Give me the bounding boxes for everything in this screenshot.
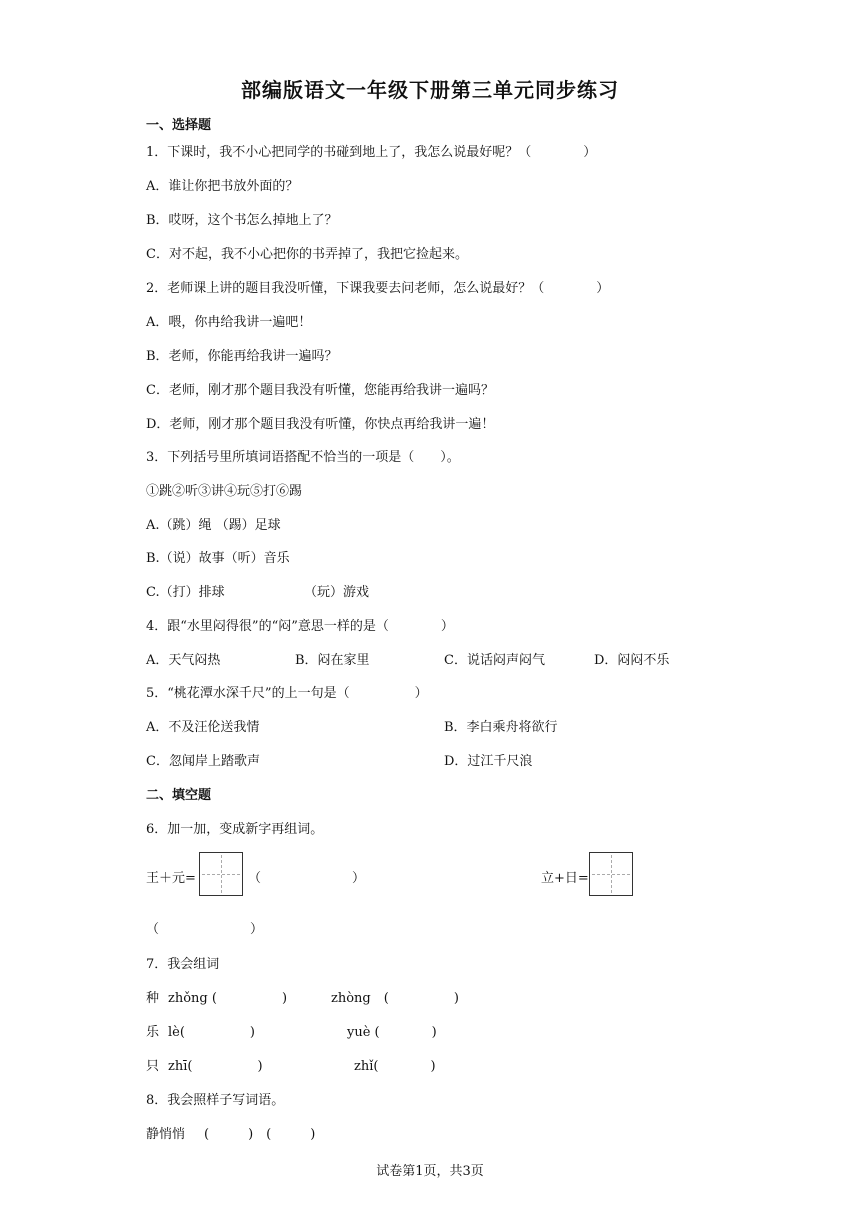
question-7-blank-yue[interactable]: yuè ( ) [347, 1025, 437, 1040]
question-1-option-a[interactable]: A．谁让你把书放外面的？ [146, 179, 299, 194]
question-7-char-zhong: 种 [146, 991, 160, 1006]
section-heading-choice: 一、选择题 [146, 118, 212, 133]
question-5-option-a[interactable]: A．不及汪伦送我情 [146, 720, 260, 735]
question-7-blank-le[interactable]: lè( ) [168, 1025, 255, 1040]
question-2-option-a[interactable]: A．喂，你冉给我讲一遍吧！ [146, 315, 312, 330]
question-5-option-c[interactable]: C．忽闻岸上踏歌声 [146, 754, 260, 769]
question-8-example-word: 静悄悄 [146, 1127, 186, 1142]
question-6-left-expression: 王＋元= [146, 871, 196, 886]
question-8-answer-blanks[interactable]: ( ) ( ) [204, 1127, 316, 1142]
question-7-char-zhi: 只 [146, 1059, 160, 1074]
question-6-left-char-box[interactable] [199, 852, 243, 896]
question-4-option-d[interactable]: D．闷闷不乐 [594, 653, 670, 668]
question-3-stem: 3．下列括号里所填词语搭配不恰当的一项是（ ）。 [146, 450, 460, 465]
question-1-stem: 1．下课时，我不小心把同学的书碰到地上了，我怎么说最好呢？（ ） [146, 145, 597, 160]
question-8-stem: 8．我会照样子写词语。 [146, 1093, 285, 1108]
question-7-stem: 7．我会组词 [146, 957, 220, 972]
question-7-blank-zhi3[interactable]: zhǐ( ) [354, 1059, 436, 1074]
question-4-stem: 4．跟“水里闷得很”的“闷”意思一样的是（ ） [146, 619, 454, 634]
question-3-option-c[interactable]: C.（打）排球 [146, 585, 225, 600]
section-heading-fill: 二、填空题 [146, 788, 212, 803]
page-footer: 试卷第1页，共3页 [376, 1164, 484, 1179]
question-3-option-a[interactable]: A.（跳）绳 （踢）足球 [146, 518, 281, 533]
question-6-right-answer-blank[interactable]: （ ） [146, 922, 264, 937]
question-3-option-c-part2: （玩）游戏 [304, 585, 370, 600]
question-6-right-char-box[interactable] [589, 852, 633, 896]
question-6-left-answer-blank[interactable]: （ ） [248, 871, 366, 886]
question-4-option-b[interactable]: B．闷在家里 [295, 653, 370, 668]
question-4-option-c[interactable]: C．说话闷声闷气 [444, 653, 545, 668]
question-5-option-b[interactable]: B．李白乘舟将欲行 [444, 720, 558, 735]
question-7-blank-zhi1[interactable]: zhī( ) [168, 1059, 263, 1074]
page-title: 部编版语文一年级下册第三单元同步练习 [241, 78, 619, 102]
question-3-option-b[interactable]: B.（说）故事（听）音乐 [146, 551, 290, 566]
question-1-option-c[interactable]: C．对不起，我不小心把你的书弄掉了，我把它捡起来。 [146, 247, 468, 262]
question-2-option-d[interactable]: D．老师，刚才那个题目我没有听懂，你快点再给我讲一遍！ [146, 417, 495, 432]
question-5-stem: 5．“桃花潭水深千尺”的上一句是（ ） [146, 686, 428, 701]
question-2-option-c[interactable]: C．老师，刚才那个题目我没有听懂，您能再给我讲一遍吗？ [146, 383, 494, 398]
question-4-option-a[interactable]: A．天气闷热 [146, 653, 221, 668]
question-7-blank-zhong4[interactable]: zhòng ( ) [331, 991, 459, 1006]
question-5-option-d[interactable]: D．过江千尺浪 [444, 754, 533, 769]
question-6-right-expression: 立+日= [541, 871, 589, 886]
question-7-char-le: 乐 [146, 1025, 160, 1040]
question-2-option-b[interactable]: B．老师，你能再给我讲一遍吗？ [146, 349, 338, 364]
question-6-stem: 6．加一加，变成新字再组词。 [146, 822, 324, 837]
question-7-blank-zhong3[interactable]: zhǒng ( ) [168, 991, 288, 1006]
question-3-word-list: ①跳②听③讲④玩⑤打⑥踢 [146, 484, 303, 499]
question-2-stem: 2．老师课上讲的题目我没听懂，下课我要去问老师，怎么说最好？（ ） [146, 281, 610, 296]
question-1-option-b[interactable]: B．哎呀，这个书怎么掉地上了？ [146, 213, 338, 228]
